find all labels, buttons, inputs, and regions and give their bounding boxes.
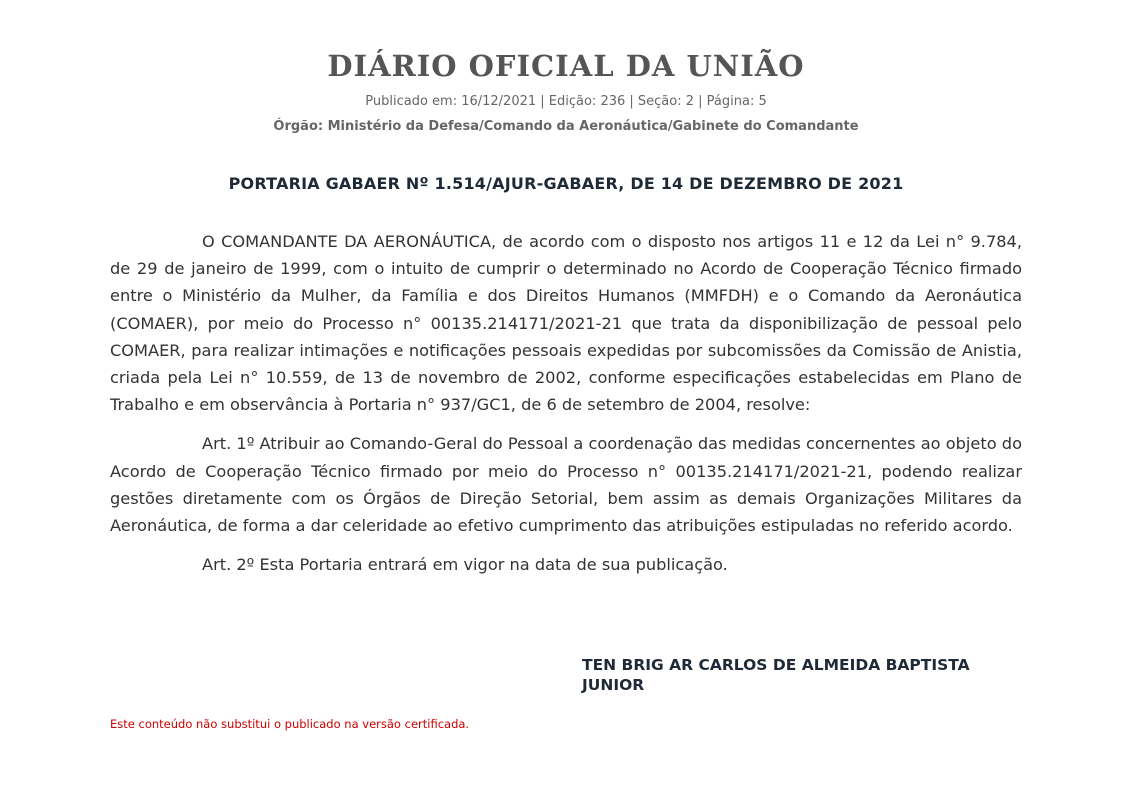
- publication-info: Publicado em: 16/12/2021 | Edição: 236 | Seção: 2 | Página: 5: [365, 94, 767, 109]
- newspaper-title: DIÁRIO OFICIAL DA UNIÃO: [327, 49, 805, 83]
- article-1-paragraph: Art. 1º Atribuir ao Comando-Geral do Pessoal a coordenação das medidas concernentes ao objeto do Acordo de Cooperação Técnico firmado por meio do Processo n° 00135.214171/2021-21, podendo realizar gestões diretamente com os Órgãos de Direção Setorial, bem assim as demais Organizações Militares da Aeronáutica, de forma a dar celeridade ao efetivo cumprimento das atribuições estipuladas no referido acordo.: [110, 434, 1022, 536]
- certified-version-disclaimer: Este conteúdo não substitui o publicado na versão certificada.: [110, 717, 470, 731]
- orgao-line: [110, 117, 1022, 137]
- signatory-name: TEN BRIG AR CARLOS DE ALMEIDA BAPTISTA JUNIOR: [582, 656, 970, 694]
- orgao-label: Órgão:: [273, 119, 324, 134]
- act-body: [110, 228, 1022, 590]
- orgao-value: Ministério da Defesa/Comando da Aeronáutica/Gabinete do Comandante: [327, 119, 859, 134]
- preamble-paragraph: O COMANDANTE DA AERONÁUTICA, de acordo com o disposto nos artigos 11 e 12 da Lei n° 9.784, de 29 de janeiro de 1999, com o intuito de cumprir o determinado no Acordo de Cooperação Técnico firmado entre o Ministério da Mulher, da Família e dos Direitos Humanos (MMFDH) e o Comando da Aeronáutica (COMAER), por meio do Processo n° 00135.214171/2021-21 que trata da disponibilização de pessoal pelo COMAER, para realizar intimações e notificações pessoais expedidas por subcomissões da Comissão de Anistia, criada pela Lei n° 10.559, de 13 de novembro de 2002, conforme especificações estabelecidas em Plano de Trabalho e em observância à Portaria n° 937/GC1, de 6 de setembro de 2004, resolve:: [110, 232, 1022, 415]
- act-heading: PORTARIA GABAER Nº 1.514/AJUR-GABAER, DE 14 DE DEZEMBRO DE 2021: [228, 174, 904, 193]
- article-2-paragraph: Art. 2º Esta Portaria entrará em vigor na data de sua publicação.: [202, 555, 728, 575]
